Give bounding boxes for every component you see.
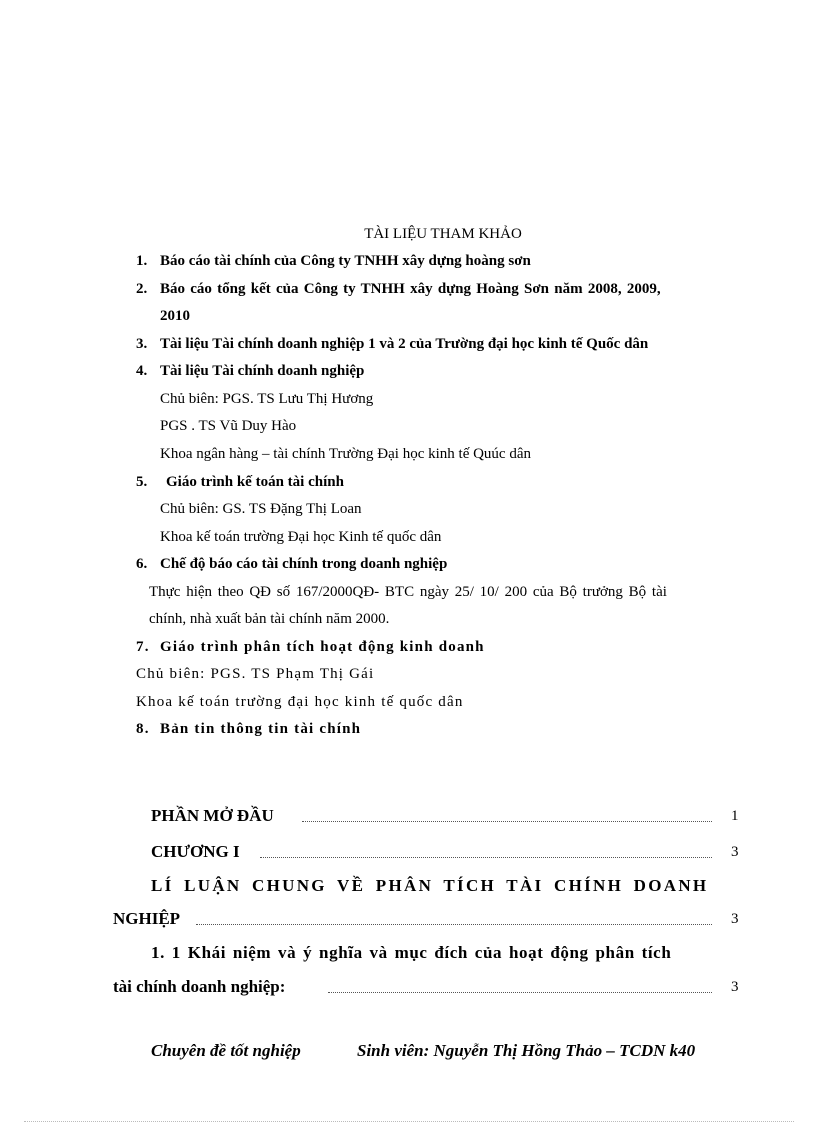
- page-bottom-divider: [24, 1121, 794, 1122]
- toc-entry-label[interactable]: PHẦN MỞ ĐẦU: [151, 806, 274, 825]
- toc-entry-label[interactable]: CHƯƠNG I: [151, 842, 240, 861]
- reference-number: 5.: [136, 474, 148, 490]
- reference-number: 4.: [136, 363, 148, 379]
- reference-number: 2.: [136, 281, 148, 297]
- toc-leader-dots: [328, 992, 712, 993]
- reference-detail: chính, nhà xuất bản tài chính năm 2000.: [149, 611, 390, 627]
- reference-detail: Chủ biên: GS. TS Đặng Thị Loan: [160, 501, 362, 517]
- reference-number: 6.: [136, 556, 148, 572]
- toc-entry-label[interactable]: LÍ LUẬN CHUNG VỀ PHÂN TÍCH TÀI CHÍNH DOANH: [151, 876, 709, 895]
- reference-number: 3.: [136, 336, 148, 352]
- reference-detail: Khoa ngân hàng – tài chính Trường Đại học kinh tế Quúc dân: [160, 446, 532, 462]
- toc-page-number: 3: [731, 844, 739, 860]
- reference-detail: PGS . TS Vũ Duy Hào: [160, 418, 297, 434]
- reference-detail: Chủ biên: PGS. TS Phạm Thị Gái: [136, 666, 375, 682]
- reference-detail: Thực hiện theo QĐ số 167/2000QĐ- BTC ngày 25/ 10/ 200 của Bộ trưởng Bộ tài: [149, 584, 667, 600]
- reference-number: 8.: [136, 721, 150, 737]
- toc-entry-label-continuation[interactable]: tài chính doanh nghiệp:: [113, 977, 286, 996]
- toc-leader-dots: [260, 857, 712, 858]
- toc-page-number: 1: [731, 808, 739, 824]
- reference-item: Giáo trình phân tích hoạt động kinh doanh: [160, 639, 485, 655]
- reference-number: 1.: [136, 253, 148, 269]
- toc-entry-label[interactable]: 1. 1 Khái niệm và ý nghĩa và mục đích của hoạt động phân tích: [151, 943, 672, 962]
- reference-item: Báo cáo tài chính của Công ty TNHH xây dựng hoàng sơn: [160, 253, 531, 269]
- footer-right-text: Sinh viên: Nguyễn Thị Hồng Thảo – TCDN k40: [357, 1041, 696, 1060]
- reference-item: Bản tin thông tin tài chính: [160, 721, 362, 737]
- reference-item: Báo cáo tổng kết của Công ty TNHH xây dựng Hoàng Sơn năm 2008, 2009,: [160, 281, 661, 297]
- toc-entry-label-continuation[interactable]: NGHIỆP: [113, 909, 181, 928]
- reference-detail: Chủ biên: PGS. TS Lưu Thị Hương: [160, 391, 374, 407]
- toc-page-number: 3: [731, 911, 739, 927]
- toc-page-number: 3: [731, 979, 739, 995]
- reference-detail: Khoa kế toán trường đại học kinh tế quốc dân: [136, 694, 464, 710]
- references-title: TÀI LIỆU THAM KHẢO: [364, 226, 522, 242]
- reference-item: Tài liệu Tài chính doanh nghiệp: [160, 363, 365, 379]
- reference-item: Giáo trình kế toán tài chính: [166, 474, 344, 490]
- reference-item-continuation: 2010: [160, 308, 190, 324]
- reference-item: Tài liệu Tài chính doanh nghiệp 1 và 2 của Trường đại học kinh tế Quốc dân: [160, 336, 649, 352]
- reference-number: 7.: [136, 639, 150, 655]
- reference-item: Chế độ báo cáo tài chính trong doanh nghiệp: [160, 556, 448, 572]
- reference-detail: Khoa kế toán trường Đại học Kinh tế quốc dân: [160, 529, 442, 545]
- footer-left-text: Chuyên đề tốt nghiệp: [151, 1041, 301, 1060]
- toc-leader-dots: [302, 821, 712, 822]
- toc-leader-dots: [196, 924, 712, 925]
